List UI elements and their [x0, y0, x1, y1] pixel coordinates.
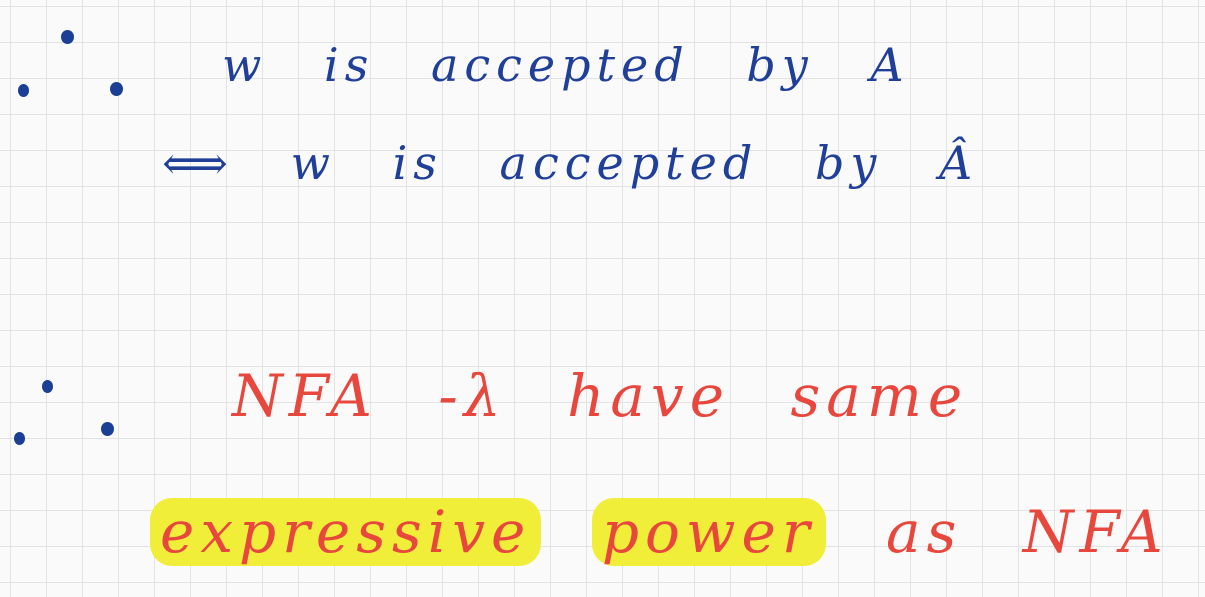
- iff-symbol: ⟺: [162, 136, 234, 190]
- word: A: [870, 38, 910, 92]
- word: as: [886, 498, 963, 566]
- word: is: [324, 38, 375, 92]
- word: same: [790, 362, 969, 430]
- word: w: [290, 136, 336, 190]
- note-line-4: [160, 498, 1205, 566]
- word: NFA: [1022, 498, 1169, 566]
- dot: [42, 380, 53, 393]
- word: w: [222, 38, 268, 92]
- highlighted-word: expressive: [150, 498, 541, 566]
- dot: [18, 84, 29, 97]
- dot: [14, 432, 25, 445]
- note-line-1: [222, 38, 946, 92]
- word: by: [746, 38, 814, 92]
- word: NFA: [232, 362, 378, 430]
- word: by: [814, 136, 883, 190]
- word: is: [392, 136, 443, 190]
- word: accepted: [430, 38, 690, 92]
- highlighted-word: power: [592, 498, 826, 566]
- note-line-2: [162, 136, 1014, 190]
- word: accepted: [499, 136, 759, 190]
- dot: [61, 30, 74, 44]
- dot: [110, 82, 123, 96]
- word: -λ: [438, 362, 507, 430]
- word: Â: [939, 136, 979, 190]
- word: have: [567, 362, 731, 430]
- dot: [101, 422, 114, 436]
- note-line-3: [232, 362, 1004, 430]
